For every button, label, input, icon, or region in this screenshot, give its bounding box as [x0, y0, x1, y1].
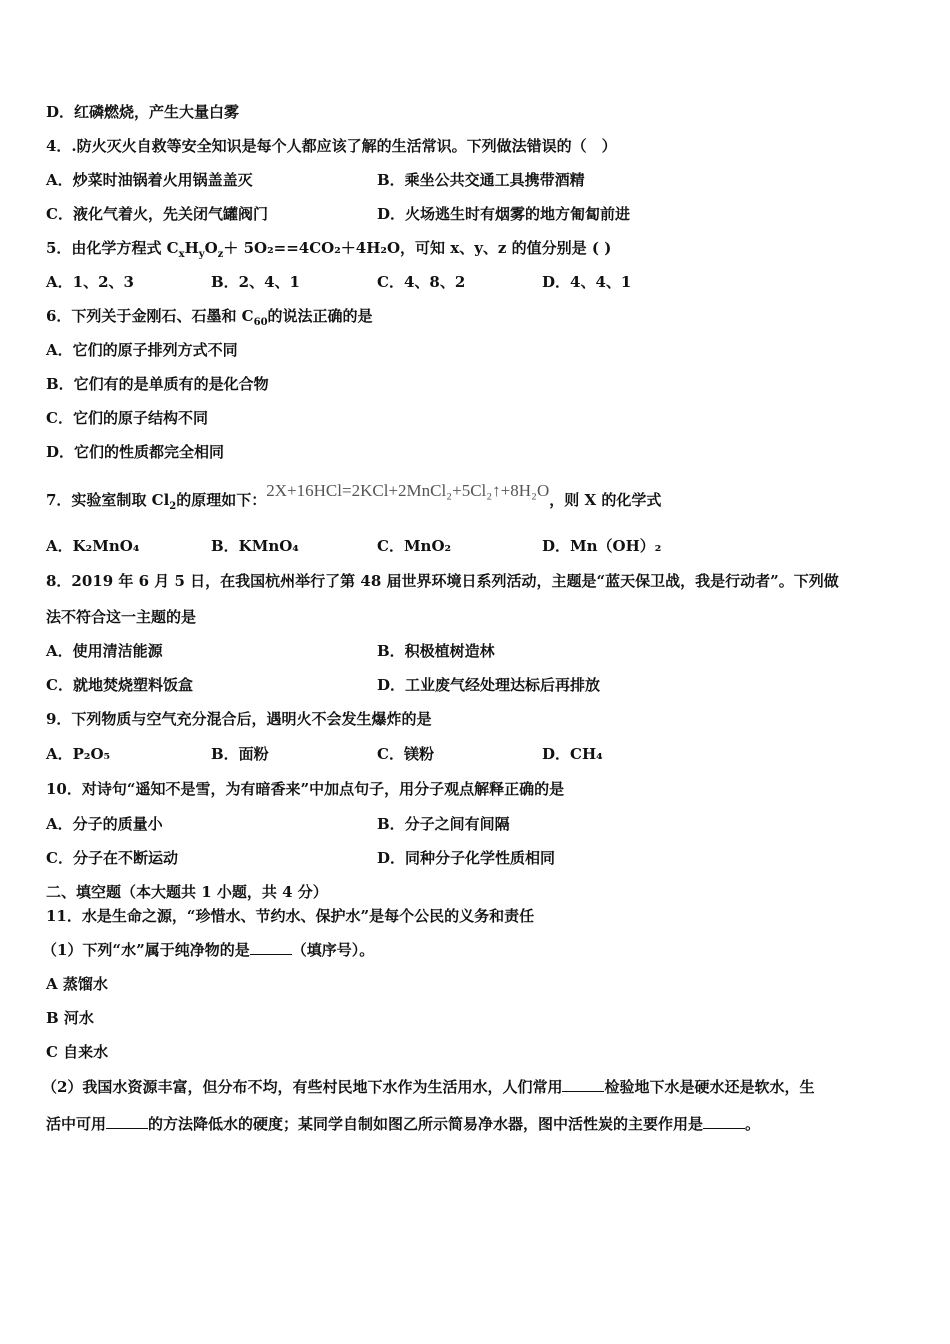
- q10-option-c: C．分子在不断运动: [46, 849, 178, 867]
- q7-equation: 2X+16HCl=2KCl+2MnCl₂+5Cl₂↑+8H₂O: [266, 481, 550, 500]
- q8-option-d: D．工业废气经处理达标后再排放: [377, 676, 601, 694]
- q5-stem: 5．由化学方程式 $C_xH_yO_z+ 5O_2==4CO_2+4H_2O$，可知 x、y、z 的值分别是 ( ): [46, 239, 612, 260]
- q9-option-a: A．P₂O₅: [46, 745, 111, 763]
- q8-option-b: B．积极植树造林: [377, 642, 495, 660]
- q5-options: [46, 272, 632, 292]
- q7-option-c: C．MnO₂: [377, 537, 452, 555]
- q6-stem: 6．下列关于金刚石、石墨和 $C_{60}$的说法正确的是: [46, 307, 373, 328]
- q11-part1: （1）下列“水”属于纯净物的是 （填序号）。: [42, 941, 375, 959]
- q8-option-c: C．就地焚烧塑料饭盒: [46, 676, 193, 694]
- q10-option-a: A．分子的质量小: [46, 815, 163, 833]
- q11-part1-blank[interactable]: [250, 940, 292, 955]
- q4-option-b: B．乘坐公共交通工具携带酒精: [377, 171, 585, 189]
- q3-option-d: D．红磷燃烧，产生大量白雾: [46, 103, 240, 121]
- q4-option-a: A．炒菜时油锅着火用锅盖盖灭: [46, 171, 253, 189]
- q4-options-row1: [46, 170, 585, 190]
- q6-option-a: A．它们的原子排列方式不同: [46, 341, 238, 359]
- q10-stem: 10．对诗句“遥知不是雪，为有暗香来”中加点句子，用分子观点解释正确的是: [46, 780, 565, 798]
- q9-options: [46, 744, 603, 764]
- q8-option-a: A．使用清洁能源: [46, 642, 163, 660]
- q11-option-a: A 蒸馏水: [46, 975, 108, 993]
- section-2-title: 二、填空题（本大题共 1 小题，共 4 分）: [46, 883, 328, 901]
- q4-option-c: C．液化气着火，先关闭气罐阀门: [46, 205, 268, 223]
- q10-option-d: D．同种分子化学性质相同: [377, 849, 556, 867]
- q10-option-b: B．分子之间有间隔: [377, 815, 510, 833]
- q8-stem-line2: 法不符合这一主题的是: [46, 608, 197, 626]
- q6-option-c: C．它们的原子结构不同: [46, 409, 208, 427]
- q8-options-row2: [46, 675, 601, 695]
- q4-options-row2: [46, 204, 631, 224]
- q11-option-b: B 河水: [46, 1009, 94, 1027]
- q7-option-d: D．Mn（OH）₂: [542, 537, 662, 555]
- q4-stem: 4．.防火灭火自救等安全知识是每个人都应该了解的生活常识。下列做法错误的（ ）: [46, 137, 617, 155]
- q5-option-c: C．4、8、2: [377, 273, 466, 291]
- q7-option-a: A．K₂MnO₄: [46, 537, 140, 555]
- q11-part2-line2: 活中可用 的方法降低水的硬度；某同学自制如图乙所示简易净水器，图中活性炭的主要作用是 。: [46, 1115, 761, 1133]
- q7-option-b: B．KMnO₄: [211, 537, 299, 555]
- q9-option-d: D．CH₄: [542, 745, 603, 763]
- q8-options-row1: [46, 641, 495, 661]
- q7-stem: 7．实验室制取 $Cl_2$的原理如下：2X+16HCl=2KCl+2MnCl₂+5Cl₂↑+8H₂O，则 X 的化学式: [46, 481, 662, 512]
- q4-option-d: D．火场逃生时有烟雾的地方匍匐前进: [377, 205, 631, 223]
- q5-option-a: A．1、2、3: [46, 273, 134, 291]
- q11-option-c: C 自来水: [46, 1043, 109, 1061]
- q6-option-b: B．它们有的是单质有的是化合物: [46, 375, 269, 393]
- q11-part2-blank3[interactable]: [703, 1114, 745, 1129]
- q9-stem: 9．下列物质与空气充分混合后，遇明火不会发生爆炸的是: [46, 710, 432, 728]
- q5-option-d: D．4、4、1: [542, 273, 632, 291]
- q9-option-b: B．面粉: [211, 745, 269, 763]
- q5-option-b: B．2、4、1: [211, 273, 300, 291]
- q11-part2-blank1[interactable]: [562, 1077, 604, 1092]
- q8-stem-line1: 8．2019 年 6 月 5 日，在我国杭州举行了第 48 届世界环境日系列活动，主题是“蓝天保卫战，我是行动者”。下列做: [46, 572, 839, 590]
- q7-options: [46, 536, 662, 556]
- q10-options-row1: [46, 814, 510, 834]
- q10-options-row2: [46, 848, 556, 868]
- q11-part2-line1: （2）我国水资源丰富，但分布不均，有些村民地下水作为生活用水，人们常用 检验地下水是硬水还是软水，生: [42, 1078, 815, 1096]
- q6-option-d: D．它们的性质都完全相同: [46, 443, 225, 461]
- q11-part2-blank2[interactable]: [106, 1114, 148, 1129]
- q11-stem: 11．水是生命之源，“珍惜水、节约水、保护水”是每个公民的义务和责任: [46, 907, 535, 925]
- q9-option-c: C．镁粉: [377, 745, 434, 763]
